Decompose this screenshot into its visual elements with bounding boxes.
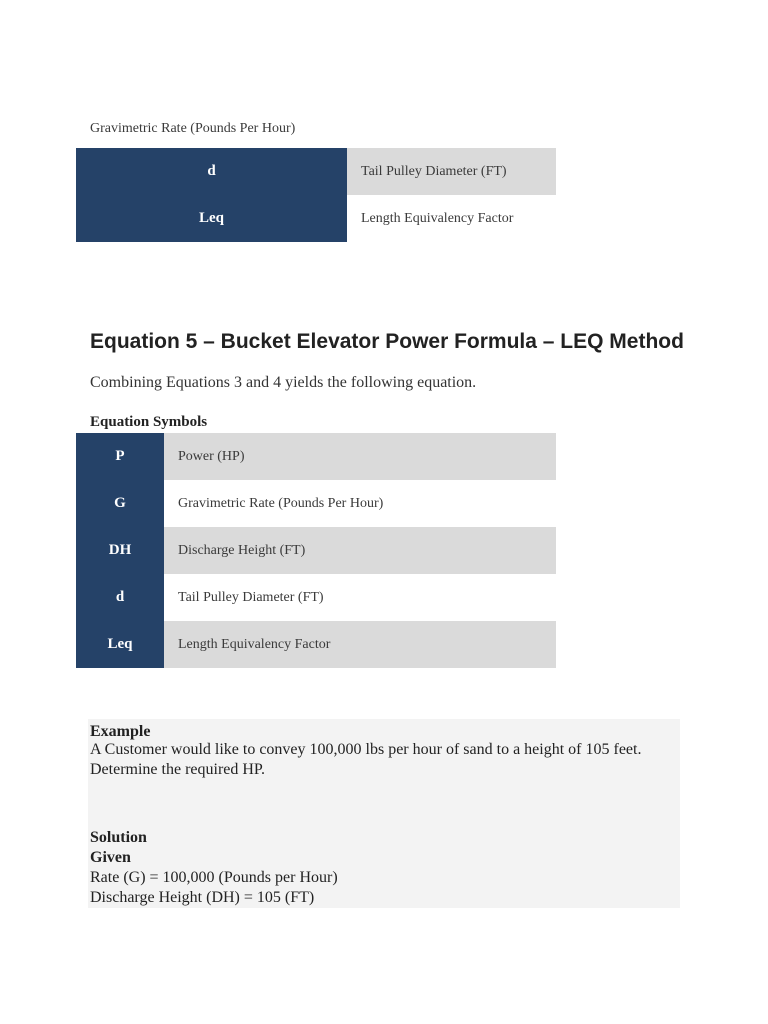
description-cell: Power (HP) <box>164 433 556 480</box>
solution-title: Solution <box>90 829 147 846</box>
symbol-cell: Leq <box>76 621 164 668</box>
symbol-cell: Leq <box>76 195 347 242</box>
description-cell: Tail Pulley Diameter (FT) <box>164 574 556 621</box>
example-line-2: Determine the required HP. <box>90 761 266 778</box>
table-row <box>76 480 556 527</box>
top-caption: Gravimetric Rate (Pounds Per Hour) <box>90 121 296 136</box>
symbol-cell: d <box>76 148 347 195</box>
equation-symbols-table <box>76 433 556 668</box>
symbol-cell: DH <box>76 527 164 574</box>
given-rate: Rate (G) = 100,000 (Pounds per Hour) <box>90 869 338 886</box>
table-row <box>76 621 556 668</box>
description-cell: Discharge Height (FT) <box>164 527 556 574</box>
example-title: Example <box>90 723 151 740</box>
section-heading: Equation 5 – Bucket Elevator Power Formula – LEQ Method <box>90 330 684 353</box>
intro-paragraph: Combining Equations 3 and 4 yields the following equation. <box>90 374 477 391</box>
description-cell: Length Equivalency Factor <box>164 621 556 668</box>
example-box <box>88 719 680 908</box>
table-row <box>76 433 556 480</box>
table-row <box>76 148 556 195</box>
symbol-cell: P <box>76 433 164 480</box>
table-row <box>76 574 556 621</box>
table-row <box>76 527 556 574</box>
table-row <box>76 195 556 242</box>
symbol-cell: G <box>76 480 164 527</box>
symbol-cell: d <box>76 574 164 621</box>
description-cell: Gravimetric Rate (Pounds Per Hour) <box>164 480 556 527</box>
example-line-1: A Customer would like to convey 100,000 lbs per hour of sand to a height of 105 feet. <box>90 741 642 758</box>
description-cell: Tail Pulley Diameter (FT) <box>347 148 556 195</box>
given-title: Given <box>90 849 131 866</box>
given-height: Discharge Height (DH) = 105 (FT) <box>90 889 315 906</box>
symbols-title: Equation Symbols <box>90 414 208 430</box>
description-cell: Length Equivalency Factor <box>347 195 556 242</box>
symbol-table-top <box>76 148 556 242</box>
